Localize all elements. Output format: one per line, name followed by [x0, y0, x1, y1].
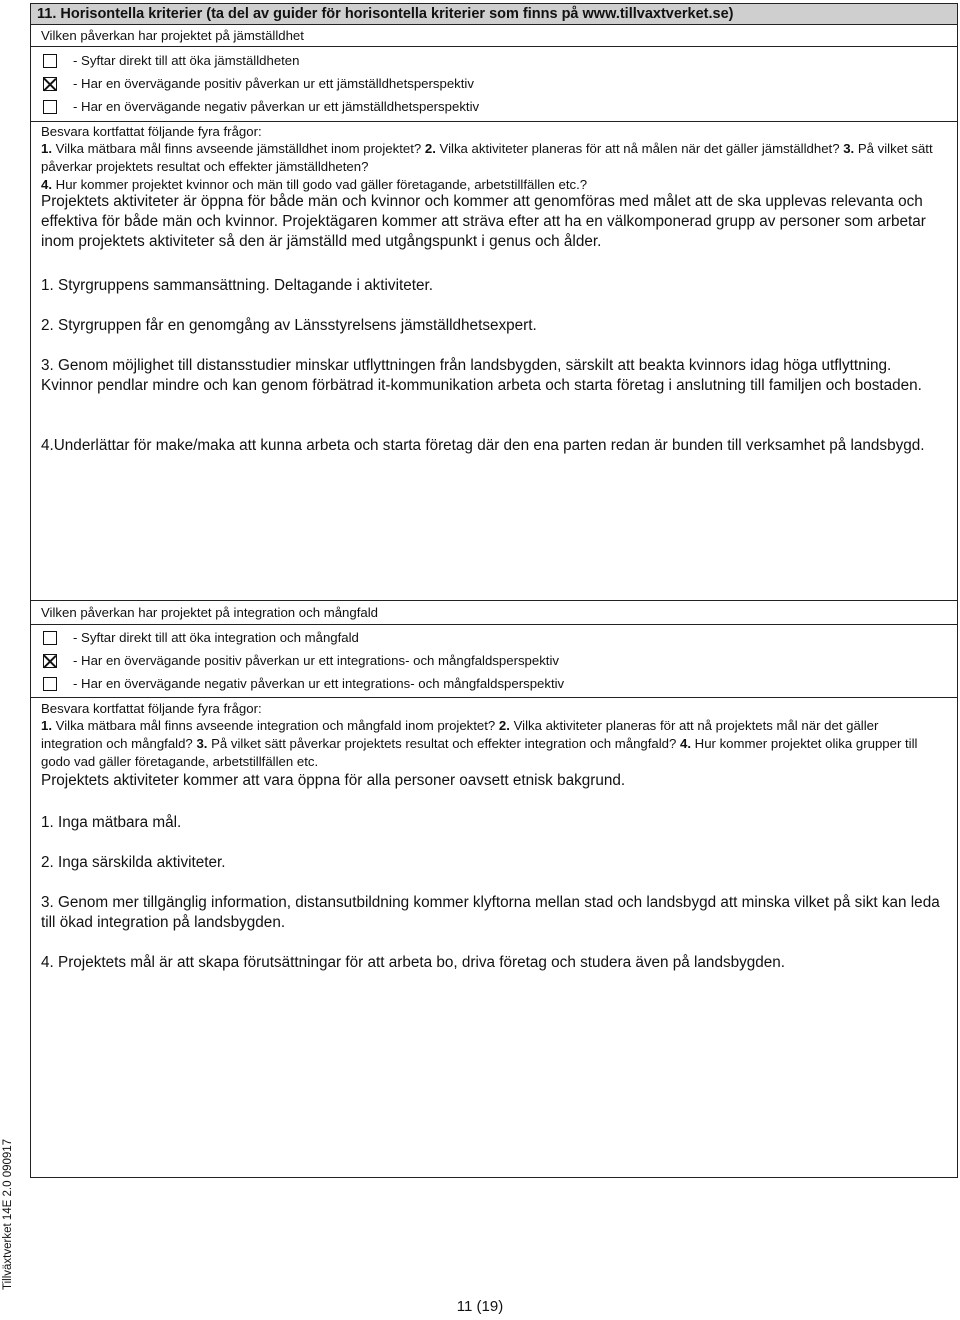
option-label: - Har en övervägande negativ påverkan ur ett jämställdhetsperspektiv	[73, 99, 480, 114]
form-identifier: Tillväxtverket 14E 2.0 090917	[2, 1138, 14, 1290]
option-label: - Syftar direkt till att öka integration och mångfald	[73, 630, 359, 645]
option-label: - Har en övervägande negativ påverkan ur ett integrations- och mångfaldsperspektiv	[73, 676, 565, 691]
checkbox-unchecked-icon[interactable]	[43, 100, 57, 114]
integration-answer-2: 2. Inga särskilda aktiviteter.	[41, 854, 226, 871]
divider	[31, 624, 957, 625]
checkbox-checked-icon[interactable]	[43, 654, 57, 668]
integration-answer-1: 1. Inga mätbara mål.	[41, 814, 182, 831]
option-label: - Syftar direkt till att öka jämställdheten	[73, 53, 300, 68]
gender-questions: 1. Vilka mätbara mål finns avseende jämställdhet inom projektet? 2. Vilka aktiviteter planeras för att nå målen när det gäller jämställdhet? 3. På vilket sätt påverkar projektets resultat och effekter jämställdheten? 4. Hur kommer projektet kvinnor och män till godo vad gäller företagande, arbetstillfällen etc.?	[41, 141, 933, 192]
integration-question: Vilken påverkan har projektet på integration och mångfald	[41, 605, 378, 620]
option-label: - Har en övervägande positiv påverkan ur ett integrations- och mångfaldsperspektiv	[73, 653, 559, 668]
divider	[31, 24, 957, 25]
integration-answer-intro: Projektets aktiviteter kommer att vara öppna för alla personer oavsett etnisk bakgrund.	[41, 772, 626, 789]
option-label: - Har en övervägande positiv påverkan ur ett jämställdhetsperspektiv	[73, 76, 474, 91]
gender-answer-1: 1. Styrgruppens sammansättning. Deltagande i aktiviteter.	[41, 277, 433, 294]
gender-answer-4: 4.Underlättar för make/maka att kunna arbeta och starta företag där den ena parten redan är bunden till verksamhet på landsbygd.	[41, 437, 925, 454]
checkbox-unchecked-icon[interactable]	[43, 54, 57, 68]
checkbox-checked-icon[interactable]	[43, 77, 57, 91]
gender-answer-intro: Projektets aktiviteter är öppna för både män och kvinnor och kommer att genomföras med målet att de ska upplevas relevanta och effektiva för både män och kvinnor. Projektägaren kommer att sträva efter att ha en välkomponerad grupp av personer som arbetar inom projektets aktiviteter så den är jämställd med utgångspunkt i genus och ålder.	[41, 193, 926, 250]
divider	[31, 697, 957, 698]
integration-instruction: Besvara kortfattat följande fyra frågor:	[41, 701, 262, 716]
criteria-form-frame	[30, 3, 958, 1178]
integration-option-2[interactable]	[41, 652, 943, 670]
integration-answer-4: 4. Projektets mål är att skapa förutsättningar för att arbeta bo, driva företag och studera även på landsbygden.	[41, 954, 786, 971]
gender-option-3[interactable]	[41, 98, 943, 116]
integration-questions: 1. Vilka mätbara mål finns avseende integration och mångfald inom projektet? 2. Vilka aktiviteter planeras för att nå projektets mål när det gäller integration och mångfald? 3. På vilket sätt påverkar projektets resultat och effekter integration och mångfald? 4. Hur kommer projektet olika grupper till godo vad gäller företagande, arbetstillfällen etc.	[41, 718, 918, 769]
gender-question: Vilken påverkan har projektet på jämställdhet	[41, 28, 304, 43]
checkbox-unchecked-icon[interactable]	[43, 631, 57, 645]
divider	[31, 46, 957, 47]
gender-answer-2: 2. Styrgruppen får en genomgång av Länsstyrelsens jämställdhetsexpert.	[41, 317, 537, 334]
gender-option-1[interactable]	[41, 52, 943, 70]
divider	[31, 121, 957, 122]
checkbox-unchecked-icon[interactable]	[43, 677, 57, 691]
section-header: 11. Horisontella kriterier (ta del av guider för horisontella kriterier som finns på www.tillvaxtverket.se)	[31, 4, 957, 24]
integration-answer-3: 3. Genom mer tillgänglig information, distansutbildning kommer klyftorna mellan stad och landsbygd att minska vilket på sikt kan leda till ökad integration på landsbygden.	[41, 894, 940, 931]
gender-instruction: Besvara kortfattat följande fyra frågor:	[41, 124, 262, 139]
gender-answer-3: 3. Genom möjlighet till distansstudier minskar utflyttningen från landsbygden, särskilt att beakta kvinnors idag höga utflyttning. Kvinnor pendlar mindre och kan genom förbätrad it-kommunikation arbeta och starta företag i anslutning till familjen och bostaden.	[41, 357, 922, 394]
gender-option-2[interactable]	[41, 75, 943, 93]
page-number: 11 (19)	[456, 1298, 504, 1315]
integration-option-3[interactable]	[41, 675, 943, 693]
divider	[31, 600, 957, 601]
integration-option-1[interactable]	[41, 629, 943, 647]
